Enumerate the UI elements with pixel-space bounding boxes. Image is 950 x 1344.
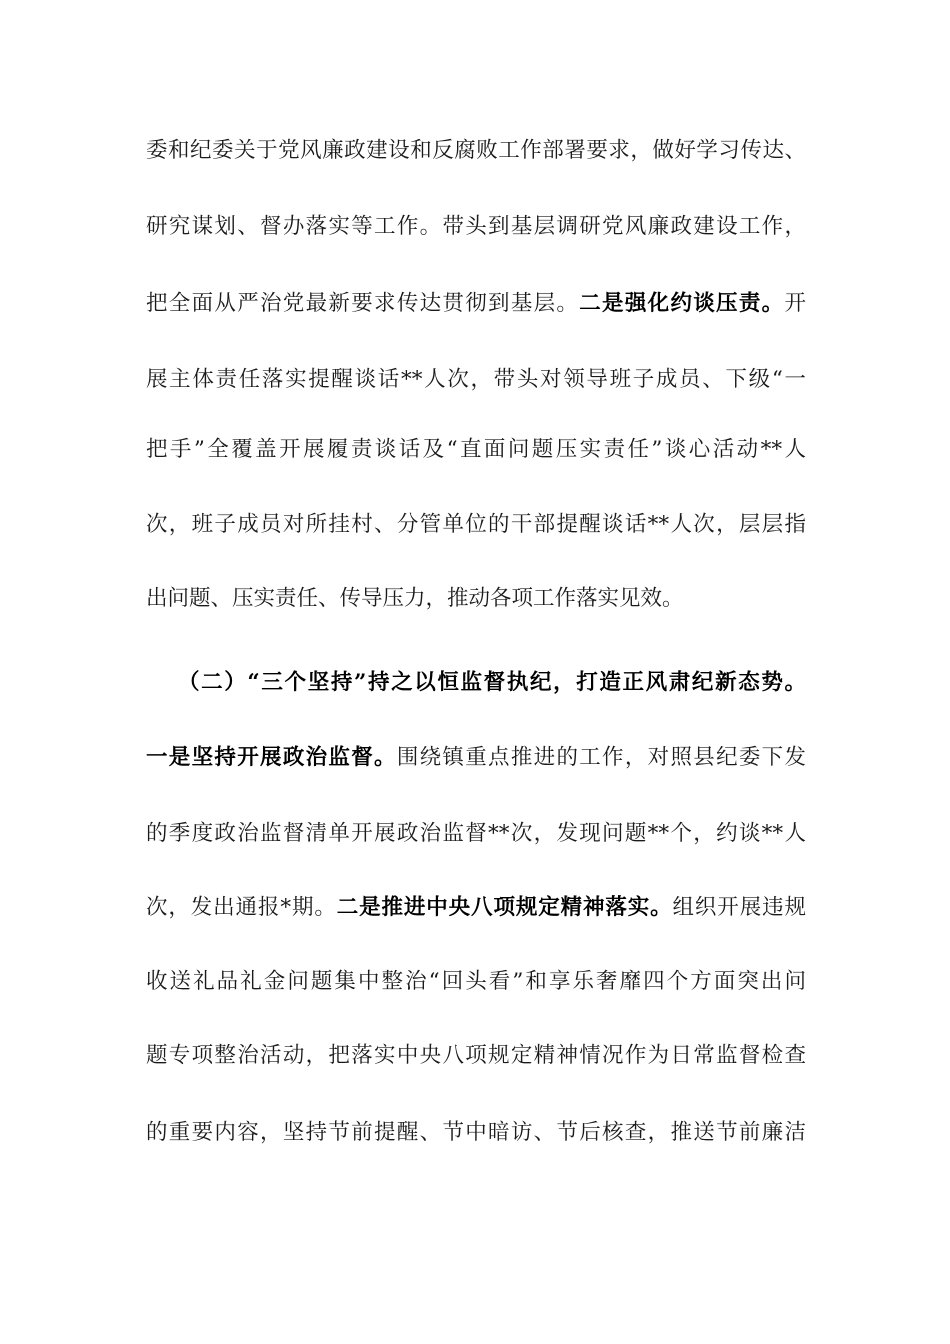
- paragraph-line: [146, 738, 806, 778]
- text-run: 的重要内容，坚持节前提醒、节中暗访、节后核查，推送节前廉洁: [146, 1120, 806, 1145]
- bold-text-run: 二是推进中央八项规定精神落实。: [336, 895, 673, 920]
- paragraph-line: [146, 131, 806, 171]
- text-run: 次，发出通报*期。: [146, 895, 337, 920]
- text-run: 次，班子成员对所挂村、分管单位的干部提醒谈话**人次，层层指: [146, 512, 806, 537]
- paragraph-line: [146, 207, 806, 247]
- paragraph-line: [146, 284, 806, 324]
- text-run: 把手”全覆盖开展履责谈话及“直面问题压实责任”谈心活动**人: [146, 437, 806, 462]
- text-run: 围绕镇重点推进的工作，对照县纪委下发: [396, 745, 806, 770]
- paragraph-line: [146, 1036, 806, 1076]
- text-run: 开: [784, 291, 806, 316]
- text-run: 把全面从严治党最新要求传达贯彻到基层。: [146, 291, 580, 316]
- paragraph-line: [146, 360, 806, 400]
- text-run: 组织开展违规: [672, 895, 806, 920]
- text-run: 的季度政治监督清单开展政治监督**次，发现问题**个，约谈**人: [146, 821, 806, 846]
- paragraph-line: [146, 888, 806, 928]
- text-run: 展主体责任落实提醒谈话**人次，带头对领导班子成员、下级“一: [146, 367, 806, 392]
- paragraph-line: [146, 430, 806, 470]
- text-run: 研究谋划、督办落实等工作。带头到基层调研党风廉政建设工作，: [146, 214, 806, 239]
- bold-text-run: 二是强化约谈压责。: [579, 291, 785, 316]
- section-heading: [178, 663, 806, 703]
- bold-text-run: 一是坚持开展政治监督。: [146, 745, 397, 770]
- paragraph-line: [146, 962, 806, 1002]
- text-run: 出问题、压实责任、传导压力，推动各项工作落实见效。: [146, 586, 684, 611]
- text-run: 委和纪委关于党风廉政建设和反腐败工作部署要求，做好学习传达、: [146, 138, 806, 163]
- paragraph-line: [146, 579, 806, 619]
- bold-text-run: （二）“三个坚持”持之以恒监督执纪，打造正风肃纪新态势。: [178, 670, 806, 695]
- paragraph-line: [146, 814, 806, 854]
- text-run: 收送礼品礼金问题集中整治“回头看”和享乐奢靡四个方面突出问: [146, 969, 806, 994]
- paragraph-line: [146, 505, 806, 545]
- paragraph-line: [146, 1113, 806, 1153]
- text-run: 题专项整治活动，把落实中央八项规定精神情况作为日常监督检查: [146, 1043, 806, 1068]
